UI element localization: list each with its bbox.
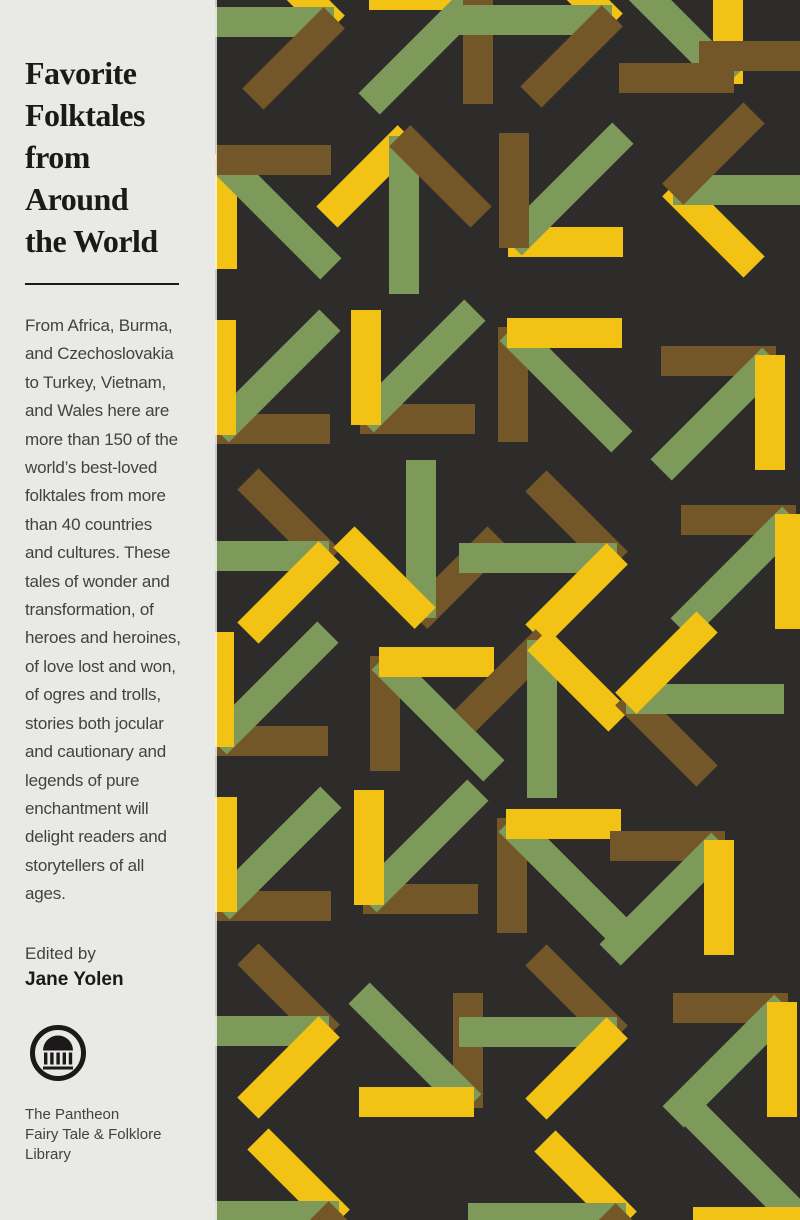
publisher-name <box>25 1105 197 1165</box>
title-line: Favorite <box>25 55 137 91</box>
pantheon-logo-svg <box>28 1023 88 1083</box>
panel-edge-line <box>215 0 217 1220</box>
description-line: world’s best-loved <box>25 458 158 478</box>
description-line: From Africa, Burma, <box>25 316 173 335</box>
description-line: folktales from more <box>25 486 166 506</box>
description-line: and cultures. These <box>25 543 171 563</box>
description-line: and cautionary and <box>25 742 167 762</box>
description-line: storytellers of all <box>25 855 145 875</box>
description-line: heroes and heroines, <box>25 628 181 648</box>
pantheon-dome-columns-logo-icon <box>28 1023 88 1083</box>
description-line: delight readers and <box>25 827 167 847</box>
publisher-line: Library <box>25 1145 71 1163</box>
description-line: and Wales here are <box>25 401 170 421</box>
title-line: Around <box>25 181 129 217</box>
left-panel <box>0 0 215 1220</box>
page-title <box>25 52 197 262</box>
description-line: legends of pure <box>25 770 140 790</box>
publisher-line: Fairy Tale & Folklore <box>25 1125 162 1143</box>
description-line: than 40 countries <box>25 514 153 534</box>
description-line: enchantment will <box>25 798 149 818</box>
divider-line <box>25 283 179 285</box>
title-line: from <box>25 139 90 175</box>
arrow-pattern <box>215 0 800 1220</box>
edited-by-label: Edited by <box>25 943 96 963</box>
title-line: Folktales <box>25 97 145 133</box>
description-line: more than 150 of the <box>25 429 178 449</box>
description-line: to Turkey, Vietnam, <box>25 372 167 392</box>
description-line: of ogres and trolls, <box>25 685 161 705</box>
description-line: ages. <box>25 884 66 904</box>
description-line: stories both jocular <box>25 713 164 733</box>
description-line: tales of wonder and <box>25 571 170 591</box>
description-line: transformation, of <box>25 600 154 620</box>
description-line: and Czechoslovakia <box>25 344 174 364</box>
book-description <box>25 312 197 909</box>
publisher-line: The Pantheon <box>25 1105 120 1123</box>
description-line: of love lost and won, <box>25 656 176 676</box>
title-line: the World <box>25 223 158 259</box>
editor-name: Jane Yolen <box>25 968 124 990</box>
